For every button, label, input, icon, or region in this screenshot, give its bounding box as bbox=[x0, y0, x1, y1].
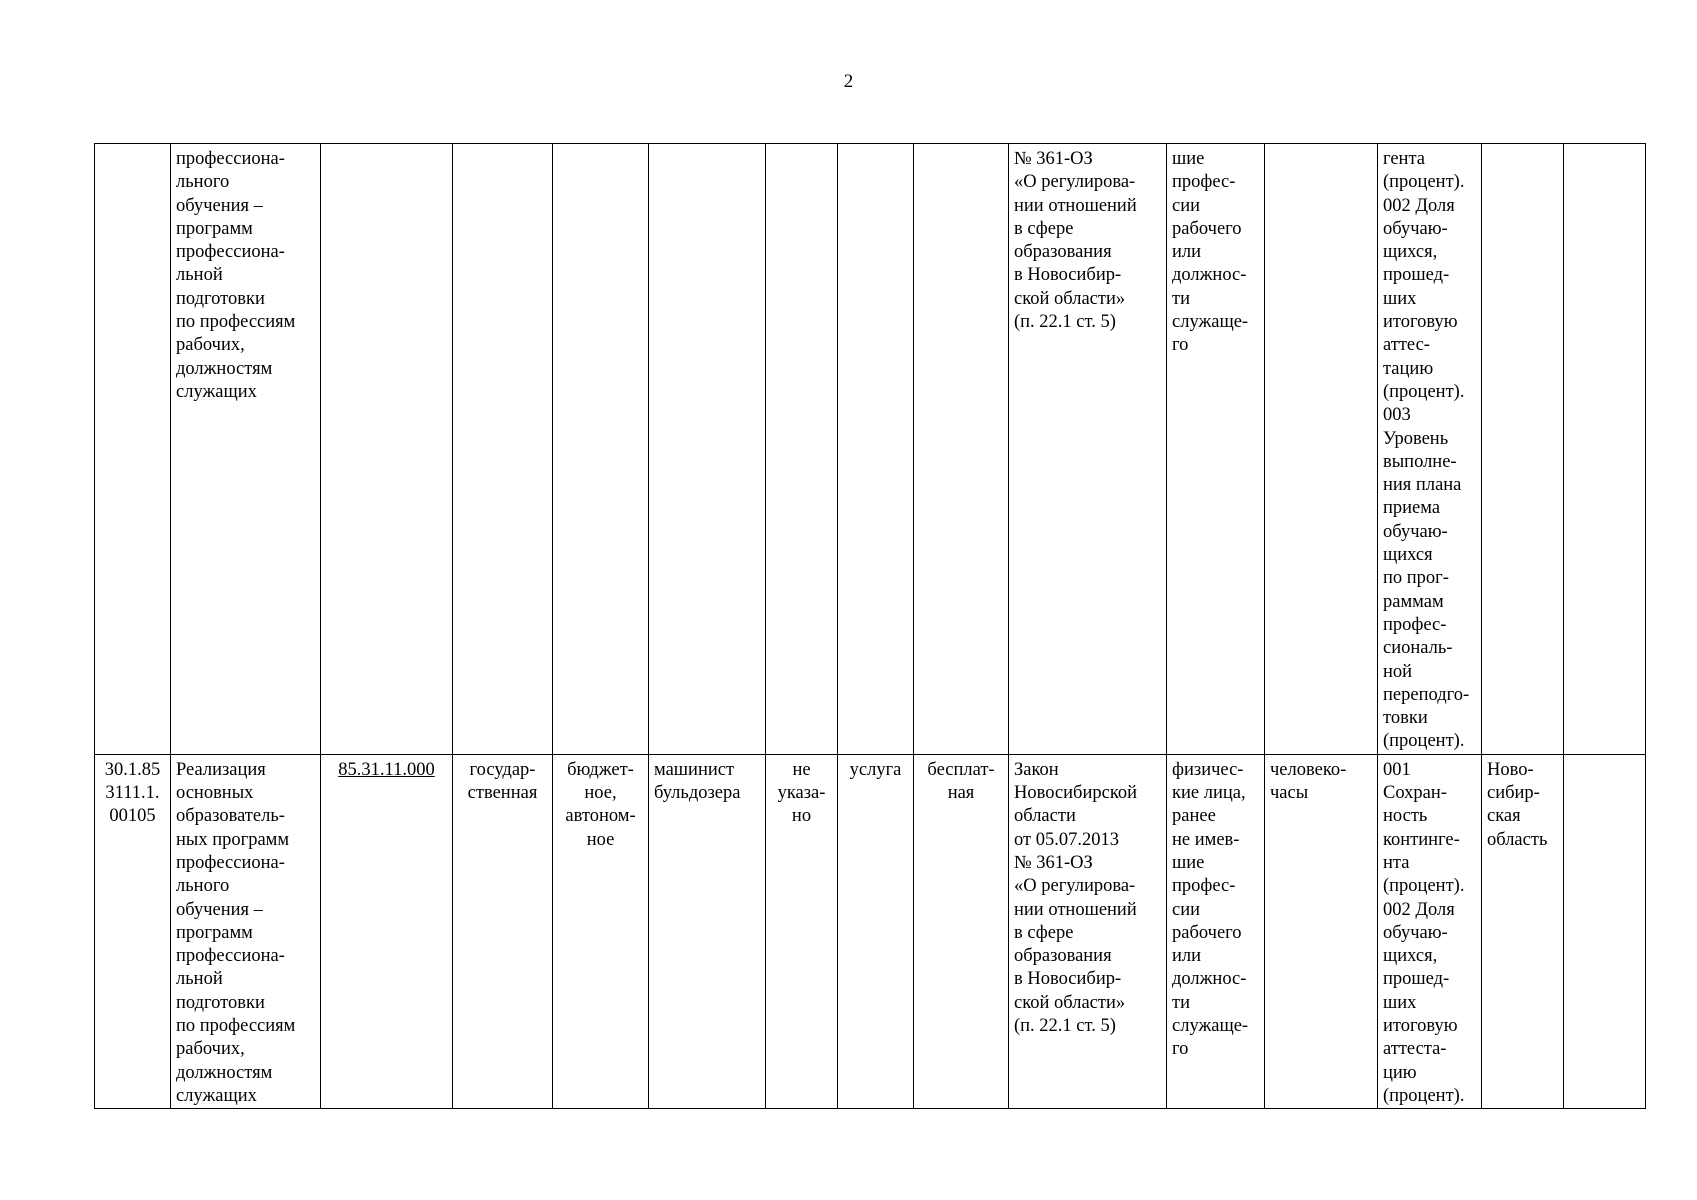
volume-unit-cell: человеко- часы bbox=[1265, 754, 1378, 1108]
registry-table bbox=[94, 143, 1646, 1109]
legal-basis-cell: Закон Новосибирской области от 05.07.2013 № 361-ОЗ «О регулирова- нии отношений в сфере образования в Новосибир- ской области» (п. 22.1 ст. 5) bbox=[1009, 754, 1167, 1108]
ownership-cell bbox=[453, 144, 553, 755]
kind-cell bbox=[838, 144, 914, 755]
payment-cell: бесплат- ная bbox=[914, 754, 1009, 1108]
region-cell bbox=[1482, 144, 1564, 755]
ownership-cell: государ- ственная bbox=[453, 754, 553, 1108]
specified-cell: не указа- но bbox=[766, 754, 838, 1108]
service-name-cell: Реализация основных образователь- ных программ профессиона- льного обучения – программ профессиона- льной подготовки по профессиям рабочих, должностям служащих bbox=[171, 754, 321, 1108]
profession-cell bbox=[649, 144, 766, 755]
quality-indicators-cell: гента (процент). 002 Доля обучаю- щихся, прошед- ших итоговую аттес- тацию (процент). 003 Уровень выполне- ния плана приема обучаю- щихся по прог- раммам профес- сиональ- ной переподго- товки (процент). bbox=[1378, 144, 1482, 755]
profession-cell: машинист бульдозера bbox=[649, 754, 766, 1108]
okved-code-cell bbox=[321, 144, 453, 755]
payment-cell bbox=[914, 144, 1009, 755]
specified-cell bbox=[766, 144, 838, 755]
service-name-cell: профессиона- льного обучения – программ профессиона- льной подготовки по профессиям рабочих, должностям служащих bbox=[171, 144, 321, 755]
extra-cell bbox=[1564, 144, 1646, 755]
legal-basis-cell: № 361-ОЗ «О регулирова- нии отношений в сфере образования в Новосибир- ской области» (п. 22.1 ст. 5) bbox=[1009, 144, 1167, 755]
page-number: 2 bbox=[843, 71, 854, 92]
table-row bbox=[95, 754, 1646, 1108]
consumers-cell: шие профес- сии рабочего или должнос- ти служаще- го bbox=[1167, 144, 1265, 755]
region-cell: Ново- сибир- ская область bbox=[1482, 754, 1564, 1108]
volume-unit-cell bbox=[1265, 144, 1378, 755]
kind-cell: услуга bbox=[838, 754, 914, 1108]
institution-type-cell bbox=[553, 144, 649, 755]
table-row bbox=[95, 144, 1646, 755]
institution-type-cell: бюджет- ное, автоном- ное bbox=[553, 754, 649, 1108]
okved-code-cell bbox=[321, 754, 453, 1108]
registry-code-cell: 30.1.85 3111.1. 00105 bbox=[95, 754, 171, 1108]
extra-cell bbox=[1564, 754, 1646, 1108]
okved-code-link[interactable]: 85.31.11.000 bbox=[338, 759, 435, 780]
registry-code-cell bbox=[95, 144, 171, 755]
quality-indicators-cell: 001 Сохран- ность континге- нта (процент). 002 Доля обучаю- щихся, прошед- ших итоговую аттеста- цию (процент). bbox=[1378, 754, 1482, 1108]
consumers-cell: физичес- кие лица, ранее не имев- шие профес- сии рабочего или должнос- ти служаще- го bbox=[1167, 754, 1265, 1108]
